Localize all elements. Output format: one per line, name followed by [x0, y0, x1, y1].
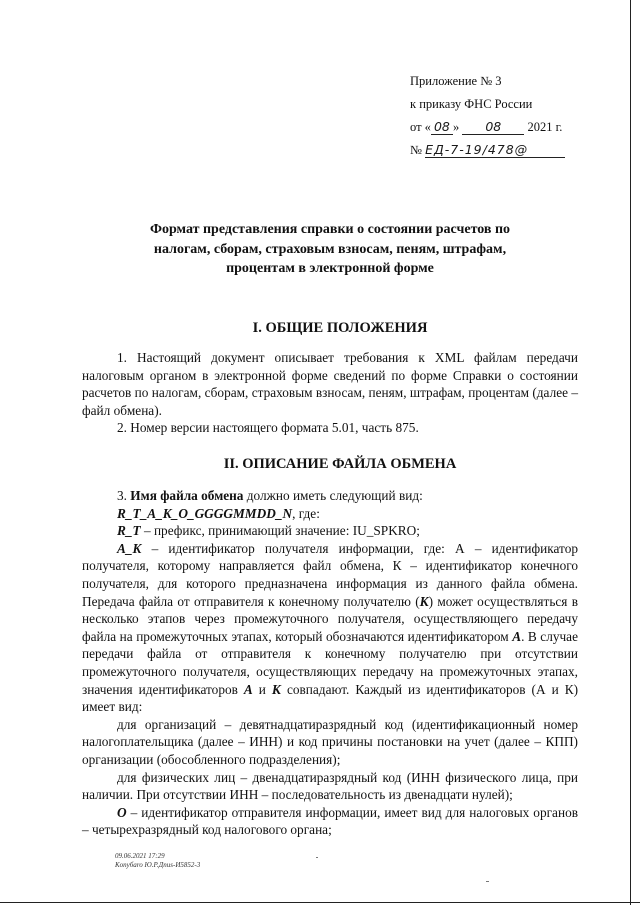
- page-border-right: [630, 0, 631, 905]
- scan-speck: [316, 857, 318, 858]
- footer-executor: Konyбaro Ю.Р.Дпus-И5852-3: [115, 861, 201, 869]
- paragraph: 1. Настоящий документ описывает требования к XML файлам передачи налоговым органом в электронной форме сведений по форме Справки о состоянии расчетов по налогам, сборам, страховым взносам, пеням, штрафам, процентам (далее – файл обмена).: [82, 350, 578, 418]
- term: R_T: [117, 523, 141, 539]
- paragraph: для физических лиц – двенадцатиразрядный код (ИНН физического лица, при наличии. При отсутствии ИНН – последовательность из двенадцати нулей);: [82, 769, 578, 803]
- paragraph: 2. Номер версии настоящего формата 5.01, часть 875.: [117, 420, 419, 436]
- paragraph: [82, 540, 578, 716]
- title-line: налогам, сборам, страховым взносам, пеням, штрафам,: [153, 241, 507, 257]
- clause-number: 3.: [117, 488, 131, 503]
- footer-stamp: [115, 852, 200, 870]
- paragraph-text: совпадают. Каждый из идентификаторов (А и К) имеет вид:: [82, 681, 579, 715]
- term: К: [419, 593, 429, 609]
- date-mid: »: [452, 120, 460, 134]
- section-heading: II. ОПИСАНИЕ ФАЙЛА ОБМЕНА: [223, 456, 457, 472]
- document-title: [120, 220, 540, 279]
- term: А: [243, 681, 253, 697]
- order-number-handwritten: ЕД-7-19/478@: [425, 143, 565, 158]
- paragraph-text: . В случае передачи файла от отправителя к конечному получателю при отсутствии промежуточного получателя, осуществляющих передачу на промежуточных этапах, значения идентификаторов: [82, 628, 578, 697]
- term: К: [271, 681, 281, 697]
- paragraph-text: – префикс, принимающий значение: IU_SPKRO;: [140, 523, 420, 539]
- paragraph-text: – идентификатор получателя информации, где: А – идентификатор получателя, которому направляется файл обмена, К – идентификатор конечного получателя, для которого предназначена информация из данного файла обмена. Передача файла от отправителя к конечному получателю (: [82, 540, 578, 609]
- paragraph-text: , где:: [292, 505, 320, 521]
- paragraph-text: и: [252, 681, 272, 697]
- bold-term: Имя файла обмена: [130, 488, 244, 503]
- paragraph-text: – идентификатор отправителя информации, имеет вид для налоговых органов – четырехразрядный код налогового органа;: [82, 804, 578, 838]
- section2-body: [82, 487, 578, 839]
- paragraph-text: ) может осуществляться в несколько этапов через промежуточного получателя, осуществляющего передачу файла на промежуточных этапах, который обозначаются идентификатором: [82, 593, 578, 644]
- paragraph: для организаций – девятнадцатиразрядный код (идентификационный номер налогоплательщика (далее – ИНН) и код причины постановки на учет (далее – КПП) организации (обособленного подразделения);: [82, 716, 578, 767]
- paragraph: [82, 505, 578, 523]
- term: A_K: [117, 540, 142, 556]
- title-line: Формат представления справки о состоянии расчетов по: [149, 222, 511, 237]
- section1-body: [82, 349, 578, 437]
- term: А: [512, 628, 522, 644]
- page-border-bottom: [0, 902, 640, 903]
- scan-speck: [486, 881, 489, 882]
- date-month-handwritten: 08: [462, 120, 524, 135]
- order-number-line: [410, 139, 610, 162]
- paragraph: [82, 522, 578, 540]
- footer-timestamp: 09.06.2021 17:29: [115, 852, 165, 860]
- number-prefix: №: [410, 143, 422, 157]
- filename-pattern: R_T_A_K_O_GGGGMMDD_N: [117, 505, 293, 521]
- date-day-handwritten: 08: [431, 120, 453, 135]
- date-prefix: от «: [410, 120, 431, 134]
- term: О: [117, 804, 127, 820]
- date-year: 2021 г.: [527, 120, 563, 134]
- paragraph: [82, 804, 578, 839]
- title-line: процентам в электронной форме: [226, 261, 434, 276]
- attachment-line: Приложение № 3: [410, 74, 502, 88]
- order-reference: к приказу ФНС России: [410, 97, 533, 111]
- attachment-block: [410, 70, 610, 162]
- order-date-line: [410, 116, 610, 139]
- paragraph-text: должно иметь следующий вид:: [243, 488, 423, 503]
- paragraph: [82, 487, 578, 505]
- section-heading: I. ОБЩИЕ ПОЛОЖЕНИЯ: [252, 320, 428, 336]
